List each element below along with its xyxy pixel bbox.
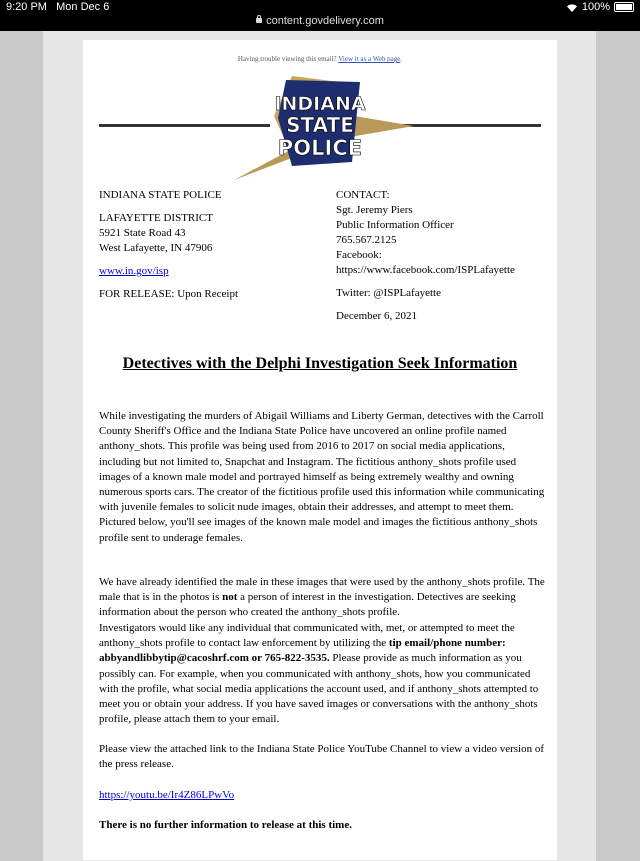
battery-percent: 100%: [581, 1, 610, 13]
trouble-text: Having trouble viewing this email?: [237, 55, 337, 63]
status-bar: [0, 0, 640, 14]
tip-contact: tip email/phone number: abbyandlibbytip@cacoshrf.com or 765-822-3535.: [99, 637, 506, 665]
web-page-link[interactable]: View it as a Web page: [338, 55, 401, 63]
paragraph-2: [99, 575, 547, 621]
paragraph-3-text-a: Investigators would like any individual that communicated with, met, or attempted to meet the anthony_shots profile to contact law enforcement by utilizing the: [99, 622, 515, 650]
contact-label: CONTACT:: [336, 189, 390, 201]
battery-icon: [614, 2, 634, 12]
status-time: 9:20 PM: [6, 1, 47, 13]
logo-word-3: POLICE: [277, 136, 363, 160]
status-right: [566, 1, 634, 13]
closing-statement: There is no further information to release at this time.: [99, 819, 352, 831]
url-text: content.govdelivery.com: [266, 15, 384, 27]
contact-phone: 765.567.2125: [336, 234, 397, 246]
header-rule-right: [398, 124, 541, 127]
address-line-2: West Lafayette, IN 47906: [99, 242, 213, 254]
paragraph-1: While investigating the murders of Abigail Williams and Liberty German, detectives with the Carroll County Sheriff's Office and the Indiana State Police have uncovered an online profile named anthony_shots. This profile was being used from 2016 to 2017 on social media applications, including but not limited to, Snapchat and Instagram. The fictitious anthony_shots profile used images of a known male model and portrayed himself as being extremely wealthy and owning numerous sports cars. The creator of the fictitious profile used this information while communicating with juvenile females to solicit nude images, obtain their addresses, and attempt to meet them. Pictured below, you'll see images of the known male model and images the fictitious anthony_shots profile sent to underage females.: [99, 410, 545, 544]
paragraph-2-bold: not: [222, 591, 238, 604]
release-line: FOR RELEASE: Upon Receipt: [99, 288, 239, 300]
contact-role: Public Information Officer: [336, 219, 454, 231]
status-time-date: [6, 1, 109, 13]
facebook-url: https://www.facebook.com/ISPLafayette: [336, 264, 515, 276]
facebook-label: Facebook:: [336, 249, 382, 261]
release-date: December 6, 2021: [336, 310, 417, 322]
lock-icon: [256, 18, 262, 23]
contact-name: Sgt. Jeremy Piers: [336, 204, 413, 216]
paragraph-2-text-b: a person of interest in the investigation. Detectives are seeking information about the person who created the anthony_shots profile.: [99, 591, 516, 619]
trouble-viewing: Having trouble viewing this email? View it as a Web page.: [237, 55, 403, 63]
website-link[interactable]: www.in.gov/isp: [99, 265, 169, 277]
youtube-link[interactable]: https://youtu.be/Ir4Z86LPwVo: [99, 789, 235, 801]
twitter-handle: Twitter: @ISPLafayette: [336, 287, 441, 299]
district-name: LAFAYETTE DISTRICT: [99, 212, 213, 224]
headline: Detectives with the Delphi Investigation Seek Information: [122, 355, 518, 372]
address-bar[interactable]: [0, 14, 640, 31]
wifi-icon: [566, 3, 578, 12]
logo-word-1: INDIANA: [274, 93, 366, 115]
paragraph-2-text-a: We have already identified the male in these images that were used by the anthony_shots profile. The male that is in the photos is: [99, 576, 545, 604]
isp-logo: [234, 76, 414, 184]
address-line-1: 5921 State Road 43: [99, 227, 186, 239]
status-date: Mon Dec 6: [56, 1, 110, 13]
paragraph-3-text-b: Please provide as much information as you possibly can. For example, when you communicated with anthony_shots, how you communicated with the profile, what social media applications the account used, and if anthony_shots attempted to meet you or obtain your address. If you have saved images or conversations with the anthony_shots profile, please attach them to your email.: [99, 652, 539, 726]
agency-name: INDIANA STATE POLICE: [99, 189, 222, 201]
paragraph-3: [99, 621, 547, 727]
paragraph-4: Please view the attached link to the Indiana State Police YouTube Channel to view a video version of the press release.: [99, 743, 545, 771]
logo-word-2: STATE: [286, 113, 354, 137]
